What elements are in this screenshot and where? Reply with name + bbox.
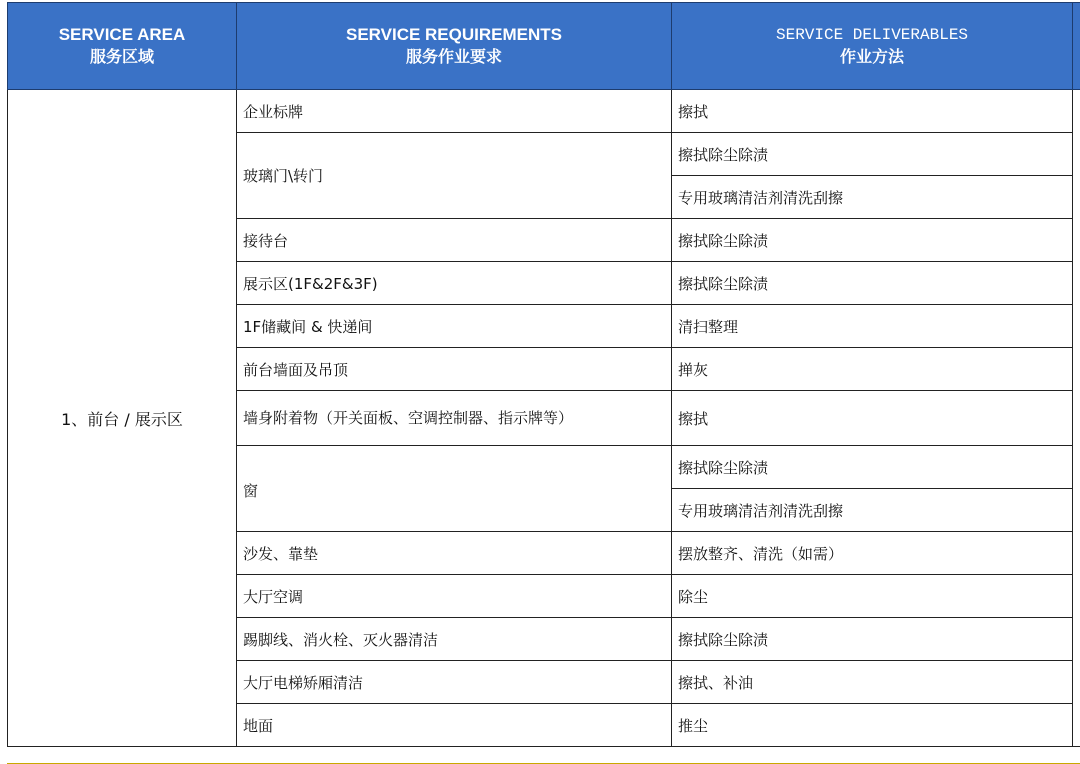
- table-row: [8, 90, 1080, 133]
- requirement-cell: 沙发、靠垫: [237, 532, 672, 575]
- method-cell: 专用玻璃清洁剂清洗刮擦: [672, 176, 1073, 219]
- method-cell: 专用玻璃清洁剂清洗刮擦: [672, 489, 1073, 532]
- header-service-requirements: [237, 3, 672, 90]
- header-service-deliverables-zh: 作业方法: [839, 47, 904, 66]
- header-edge-column: [1073, 3, 1080, 90]
- header-service-deliverables-en: SERVICE DELIVERABLES: [775, 26, 969, 44]
- header-service-area-en: SERVICE AREA: [58, 25, 186, 44]
- method-cell: 掸灰: [672, 348, 1073, 391]
- requirement-cell: 1F储藏间 & 快递间: [237, 305, 672, 348]
- header-service-requirements-zh: 服务作业要求: [405, 47, 502, 66]
- requirement-cell: 玻璃门\转门: [237, 133, 672, 219]
- requirement-cell: 接待台: [237, 219, 672, 262]
- method-cell: 擦拭、补油: [672, 661, 1073, 704]
- method-cell: 擦拭除尘除渍: [672, 219, 1073, 262]
- requirement-cell: 窗: [237, 446, 672, 532]
- method-cell: 摆放整齐、清洗（如需）: [672, 532, 1073, 575]
- service-table-container: [7, 2, 1080, 747]
- service-table: [7, 2, 1080, 747]
- method-cell: 擦拭: [672, 391, 1073, 446]
- service-area-cell: 1、前台 / 展示区: [8, 90, 237, 747]
- edge-column-cell: [1073, 90, 1080, 747]
- requirement-cell: 大厅空调: [237, 575, 672, 618]
- requirement-cell: 大厅电梯矫厢清洁: [237, 661, 672, 704]
- method-cell: 擦拭除尘除渍: [672, 133, 1073, 176]
- table-header-row: [8, 3, 1080, 90]
- requirement-cell: 地面: [237, 704, 672, 747]
- method-cell: 推尘: [672, 704, 1073, 747]
- requirement-cell: 墙身附着物（开关面板、空调控制器、指示牌等）: [237, 391, 672, 446]
- method-cell: 擦拭除尘除渍: [672, 618, 1073, 661]
- method-cell: 擦拭: [672, 90, 1073, 133]
- method-cell: 擦拭除尘除渍: [672, 446, 1073, 489]
- requirement-cell: 展示区(1F&2F&3F): [237, 262, 672, 305]
- header-service-deliverables: [672, 3, 1073, 90]
- requirement-cell: 前台墙面及吊顶: [237, 348, 672, 391]
- method-cell: 清扫整理: [672, 305, 1073, 348]
- requirement-cell: 企业标牌: [237, 90, 672, 133]
- method-cell: 除尘: [672, 575, 1073, 618]
- header-service-requirements-en: SERVICE REQUIREMENTS: [345, 25, 562, 44]
- header-service-area-zh: 服务区域: [89, 47, 154, 66]
- header-service-area: [8, 3, 237, 90]
- requirement-cell: 踢脚线、消火栓、灭火器清洁: [237, 618, 672, 661]
- method-cell: 擦拭除尘除渍: [672, 262, 1073, 305]
